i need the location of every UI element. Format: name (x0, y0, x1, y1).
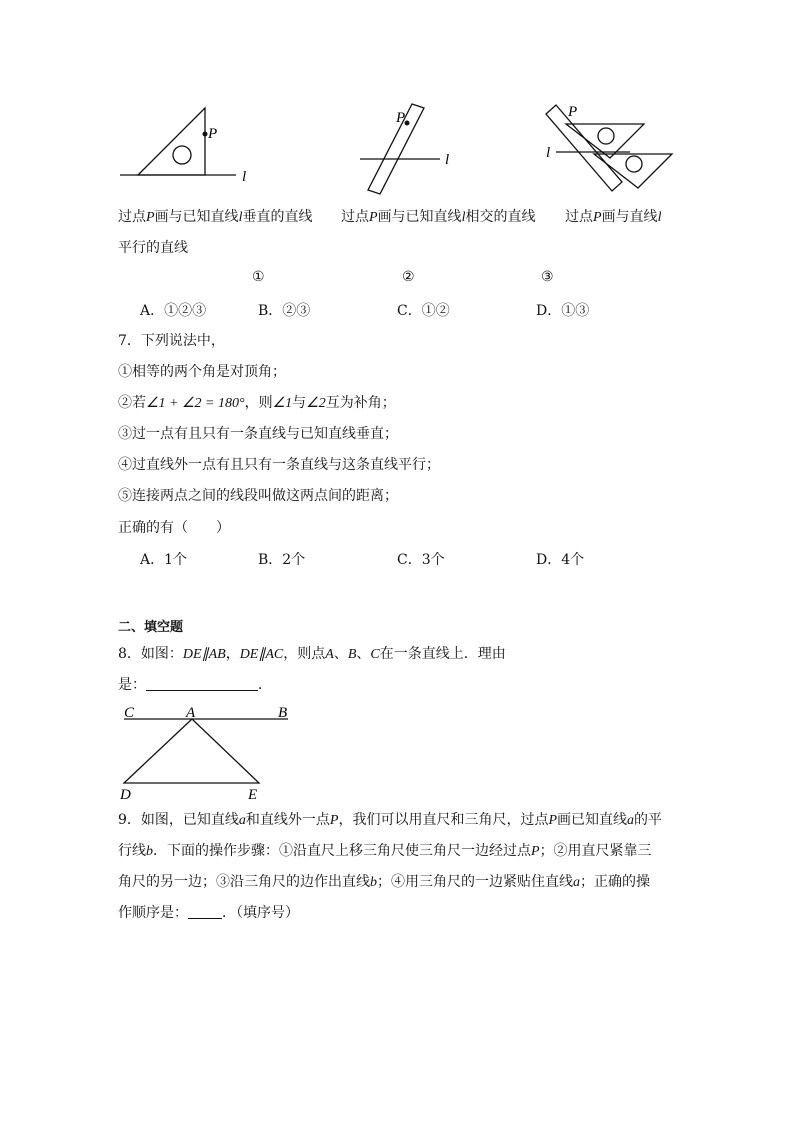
fig2-label-l: l (445, 152, 450, 168)
fig-label-c: C (124, 705, 135, 721)
q8-point-b: B (347, 647, 357, 662)
caption-2 (341, 206, 535, 226)
cap1-text-a: 过点 (118, 209, 146, 225)
figure-intersecting (356, 100, 466, 200)
q8-formula-1: DE∥AB (182, 647, 226, 662)
q7-statement-5: ⑤连接两点之间的线段叫做这两点间的距离； (118, 488, 398, 504)
fig-label-a: A (186, 705, 196, 721)
q9-var-a-3: a (573, 875, 580, 890)
q8-comma-2: 、 (356, 646, 371, 662)
cap3-var-l: l (657, 210, 662, 225)
cap2-var-p: P (369, 210, 378, 225)
q8-point-c: C (370, 647, 380, 662)
q7-s2-f: 互为补角； (325, 395, 396, 411)
q7-stem: 7．下列说法中， (118, 333, 225, 349)
q9-l3-a: 角尺的另一边；③沿三角尺的边作出直线 (118, 874, 370, 890)
q7-statement-1: ①相等的两个角是对顶角； (118, 364, 286, 380)
q8-line-2 (118, 675, 272, 695)
q9-l1-c: ，我们可以用直尺和三角尺，过点 (338, 812, 549, 828)
q8-point-a: A (325, 647, 334, 662)
fig1-label-l: l (242, 169, 247, 184)
cap1-var-l: l (238, 210, 243, 225)
q7-option-a: A．1个 (140, 552, 188, 568)
q8-line-1 (118, 644, 506, 665)
q7-option-c: C．3个 (397, 552, 445, 568)
q9-l1-d: 画已知直线 (557, 812, 628, 828)
cap1-var-p: P (146, 210, 155, 225)
cap3-var-p: P (593, 210, 602, 225)
fig-label-e: E (248, 787, 258, 803)
figure-parallel (540, 100, 680, 200)
q9-l3-c: ；正确的操 (580, 874, 650, 890)
caption-3-continued: 平行的直线 (118, 240, 188, 256)
q9-line-3 (118, 872, 650, 893)
q9-l2-a: 行线 (118, 843, 146, 859)
q9-var-a-2: a (627, 813, 635, 828)
q8-line2-a: 是： (118, 677, 146, 693)
q9-l3-b: ；④用三角尺的一边紧贴住直线 (377, 874, 573, 890)
caption-3 (565, 206, 661, 226)
fig-label-b: B (278, 705, 288, 721)
q8-line2-b: ． (258, 677, 272, 693)
q9-var-a: a (238, 813, 246, 828)
q9-line-4 (118, 903, 299, 923)
q9-var-b: b (146, 844, 153, 859)
cap2-text-b: 画与已知直线 (377, 209, 462, 225)
q7-s2-a: ②若 (118, 395, 146, 411)
q6-option-d: D．①③ (536, 303, 590, 319)
fig3-label-p: P (568, 104, 578, 120)
fig1-label-p: P (208, 126, 218, 142)
figure-triangle (114, 702, 304, 804)
q8-comma-1: 、 (333, 646, 348, 662)
q7-s2-formula: ∠1 + ∠2 = 180° (146, 396, 245, 411)
q7-option-d: D．4个 (536, 552, 585, 568)
q9-l4-b: ．（填序号） (222, 905, 299, 921)
cap3-text-a: 过点 (565, 209, 593, 225)
q8-answer-blank[interactable] (146, 676, 258, 691)
q6-option-b: B．②③ (258, 303, 311, 319)
fig-label-d: D (120, 787, 131, 803)
q7-s2-b: ，则 (244, 395, 273, 411)
q8-formula-2: DE∥AC (239, 647, 284, 662)
q7-s2-angle1: ∠1 (272, 396, 293, 411)
cap1-text-b: 画与已知直线 (154, 209, 239, 225)
fig2-label-p: P (396, 110, 406, 126)
q9-line-1 (118, 810, 662, 831)
q8-text-a: 8．如图： (118, 646, 183, 662)
q6-option-a: A．①②③ (140, 303, 207, 319)
q7-option-b: B．2个 (258, 552, 306, 568)
q9-var-b-2: b (370, 875, 377, 890)
q7-s2-d: 与 (292, 395, 307, 411)
q9-l1-b: 和直线外一点 (245, 812, 330, 828)
figure-number-2: ② (402, 269, 415, 285)
figure-number-3: ③ (541, 269, 554, 285)
cap2-text-a: 过点 (341, 209, 369, 225)
figure-number-1: ① (252, 269, 265, 285)
q8-text-d: 在一条直线上．理由 (379, 646, 506, 662)
cap2-text-c: 相交的直线 (465, 209, 536, 225)
q6-option-c: C．①② (397, 303, 450, 319)
cap3-text-b: 画与直线 (601, 209, 658, 225)
q7-statement-3: ③过一点有且只有一条直线与已知直线垂直； (118, 426, 398, 442)
q7-ask: 正确的有（ ） (118, 520, 230, 536)
q9-var-p-3: P (531, 844, 540, 859)
q9-l2-b: ．下面的操作步骤：①沿直尺上移三角尺使三角尺一边经过点 (153, 843, 531, 859)
q9-l2-c: ；②用直尺紧靠三 (539, 843, 652, 859)
section-title: 二、填空题 (118, 620, 184, 635)
figure-perpendicular (116, 104, 256, 184)
q9-l1-e: 的平 (634, 812, 663, 828)
q9-l4-a: 作顺序是： (118, 905, 188, 921)
q8-sep: ， (225, 646, 240, 662)
q8-text-b: ，则点 (283, 646, 326, 662)
q9-l1-a: 9．如图，已知直线 (118, 812, 239, 828)
q9-answer-blank[interactable] (188, 904, 222, 919)
q9-var-p: P (329, 813, 339, 828)
q9-var-p-2: P (548, 813, 558, 828)
q7-statement-4: ④过直线外一点有且只有一条直线与这条直线平行； (118, 457, 440, 473)
q7-s2-angle2: ∠2 (306, 396, 326, 411)
cap1-text-c: 垂直的直线 (242, 209, 313, 225)
cap2-var-l: l (461, 210, 466, 225)
q9-line-2 (118, 841, 652, 862)
fig3-label-l: l (546, 145, 551, 161)
caption-1 (118, 206, 312, 226)
q7-statement-2 (118, 393, 396, 414)
